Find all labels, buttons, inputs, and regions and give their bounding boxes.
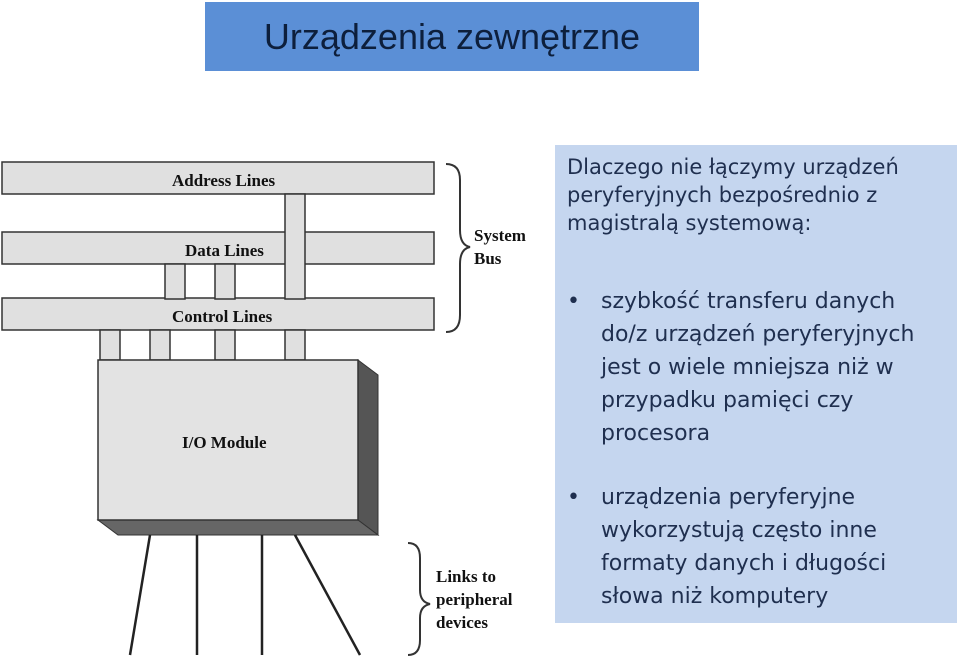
bullet-symbol: • <box>567 289 580 314</box>
panel-intro: Dlaczego nie łączymy urządzeń peryferyjnych bezpośrednio z magistralą systemową: <box>567 155 899 235</box>
io-module-diagram <box>0 150 545 661</box>
peripheral-link-4 <box>295 535 360 655</box>
system-bus-label-2: Bus <box>474 249 502 268</box>
bullet-text: urządzenia peryferyjne wykorzystują często inne formaty danych i długości słowa niż komputery <box>601 485 887 609</box>
explanation-panel <box>555 145 957 623</box>
control-connector-4 <box>285 330 305 360</box>
address-lines-label: Address Lines <box>172 171 276 190</box>
system-bus-label-1: System <box>474 226 526 245</box>
data-connector-2 <box>215 264 235 299</box>
bullet-text: szybkość transferu danych do/z urządzeń peryferyjnych jest o wiele mniejsza niż w przypadku pamięci czy procesora <box>601 289 915 446</box>
bullet-symbol: • <box>567 485 580 510</box>
links-label-3: devices <box>436 613 488 632</box>
title-banner <box>205 2 699 71</box>
data-connector <box>165 264 185 299</box>
io-module-label: I/O Module <box>182 433 267 452</box>
system-bus-brace <box>446 164 470 332</box>
address-connector <box>285 194 305 299</box>
links-label-2: peripheral <box>436 590 513 609</box>
page-title: Urządzenia zewnętrzne <box>263 15 641 57</box>
links-label-1: Links to <box>436 567 496 586</box>
control-connector-3 <box>215 330 235 360</box>
control-lines-label: Control Lines <box>172 307 273 326</box>
io-module-bottom <box>98 520 378 535</box>
links-brace <box>408 543 430 655</box>
io-module-side <box>358 360 378 535</box>
control-connector-2 <box>150 330 170 360</box>
control-connector <box>100 330 120 360</box>
data-lines-label: Data Lines <box>185 241 264 260</box>
peripheral-link-1 <box>130 535 150 655</box>
